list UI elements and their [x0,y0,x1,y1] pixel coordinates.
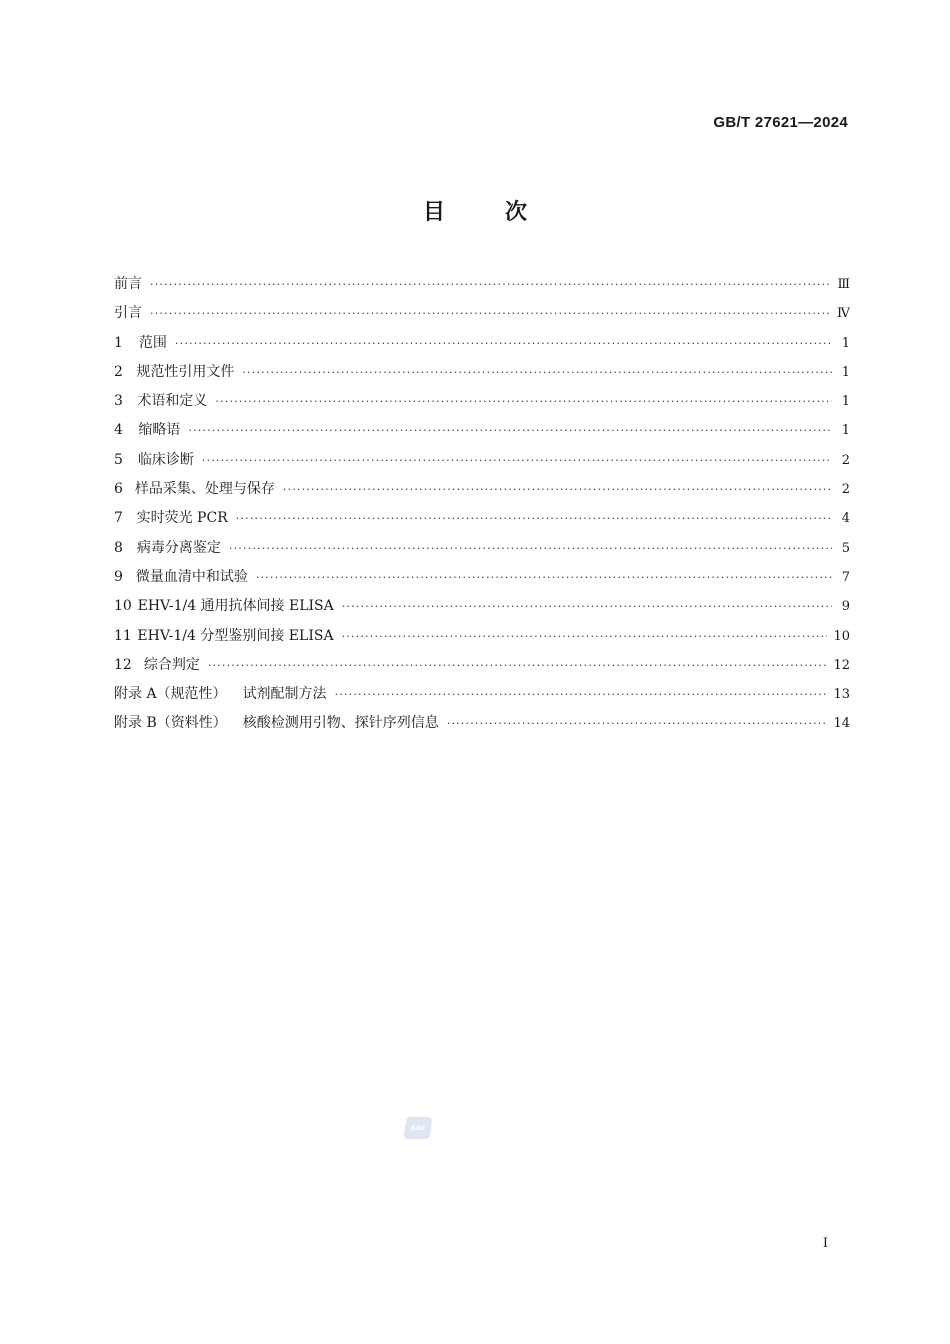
appendix-title: 试剂配制方法 [242,686,327,703]
toc-entry-label: 缩略语 [138,422,181,439]
leader-dots [150,299,831,328]
toc-entry-7[interactable] [114,504,850,533]
toc-entry-label: 病毒分离鉴定 [136,539,221,556]
toc-entry-11[interactable] [114,622,850,651]
leader-dots [188,416,832,445]
toc-entry-page: 1 [841,423,850,439]
toc-entry-6[interactable] [114,475,850,504]
leader-dots [447,709,828,738]
leader-dots [342,622,828,651]
toc-entry-number: 7 [114,510,123,527]
toc-entry-label: 规范性引用文件 [136,363,235,380]
toc-entry-1[interactable] [114,329,850,358]
leader-dots [283,475,832,504]
toc-entry-10[interactable] [114,592,850,621]
leader-dots [335,680,828,709]
toc-entry-label [114,709,439,738]
toc-entry-foreword[interactable] [114,270,850,299]
toc-entry-number: 1 [114,334,123,351]
toc-entry-label: 微量血清中和试验 [135,568,248,585]
sac-watermark-logo: sac [403,1117,432,1139]
appendix-title: 核酸检测用引物、探针序列信息 [242,715,439,732]
toc-entry-label: 临床诊断 [137,451,194,468]
toc-entry-appendix-b[interactable] [114,709,850,738]
footer-page-number: Ⅰ [822,1236,828,1251]
toc-entry-page: Ⅳ [837,306,850,322]
toc-entry-label: 术语和定义 [137,393,208,410]
toc-entry-page: 1 [841,335,850,351]
toc-entry-page: 7 [841,569,850,585]
toc-entry-page: 12 [833,657,850,673]
leader-dots [229,534,832,563]
toc-entry-introduction[interactable] [114,299,850,328]
toc-entry-number: 3 [114,393,123,410]
toc-entry-page: 2 [841,482,850,498]
leader-dots [242,358,832,387]
toc-entry-label: 范围 [138,334,167,351]
toc-entry-number: 10 [114,598,132,615]
toc-entry-number: 9 [114,568,123,585]
leader-dots [236,504,832,533]
toc-entry-label: 样品采集、处理与保存 [134,481,275,498]
toc-entry-label: 综合判定 [143,656,200,673]
toc-entry-label: 实时荧光 PCR [136,510,228,527]
toc-entry-number: 6 [114,481,123,498]
toc-entry-page: 2 [841,452,850,468]
toc-entry-page: 9 [841,599,850,615]
toc-entry-number: 12 [114,656,132,673]
toc-entry-label: 引言 [114,305,142,322]
toc-entry-page: 5 [841,540,850,556]
toc-entry-9[interactable] [114,563,850,592]
toc-entry-5[interactable] [114,446,850,475]
toc-entry-2[interactable] [114,358,850,387]
toc-entry-number: 2 [114,363,123,380]
toc-entry-page: 14 [833,716,850,732]
toc-entry-page: Ⅲ [837,277,850,292]
toc-entry-page: 1 [841,364,850,380]
toc-entry-number: 5 [114,451,123,468]
leader-dots [256,563,832,592]
toc-entry-page: 13 [833,687,850,703]
toc-entry-number: 11 [114,627,132,644]
toc-entry-number: 4 [114,422,123,439]
leader-dots [215,387,832,416]
toc-entry-3[interactable] [114,387,850,416]
toc-entry-number: 8 [114,539,123,556]
leader-dots [175,329,832,358]
leader-dots [342,592,832,621]
toc-entry-page: 4 [841,511,850,527]
toc-entry-label: 前言 [114,276,142,292]
toc-entry-label: EHV-1/4 通用抗体间接 ELISA [137,598,334,615]
standard-code: GB/T 27621—2024 [713,114,848,131]
appendix-tag: 附录 B（资料性） [114,715,227,732]
toc-entry-label: EHV-1/4 分型鉴别间接 ELISA [137,627,334,644]
toc-entry-page: 1 [841,394,850,410]
toc-entry-page: 10 [833,628,850,644]
toc-title [0,195,950,226]
leader-dots [202,446,832,475]
table-of-contents [114,270,850,739]
toc-entry-4[interactable] [114,416,850,445]
leader-dots [208,651,828,680]
leader-dots [150,270,831,299]
toc-entry-label [114,680,327,709]
toc-entry-8[interactable] [114,534,850,563]
toc-title-part1: 目 [422,200,445,225]
toc-entry-appendix-a[interactable] [114,680,850,709]
toc-entry-12[interactable] [114,651,850,680]
appendix-tag: 附录 A（规范性） [114,686,227,703]
toc-title-part2: 次 [505,200,528,225]
